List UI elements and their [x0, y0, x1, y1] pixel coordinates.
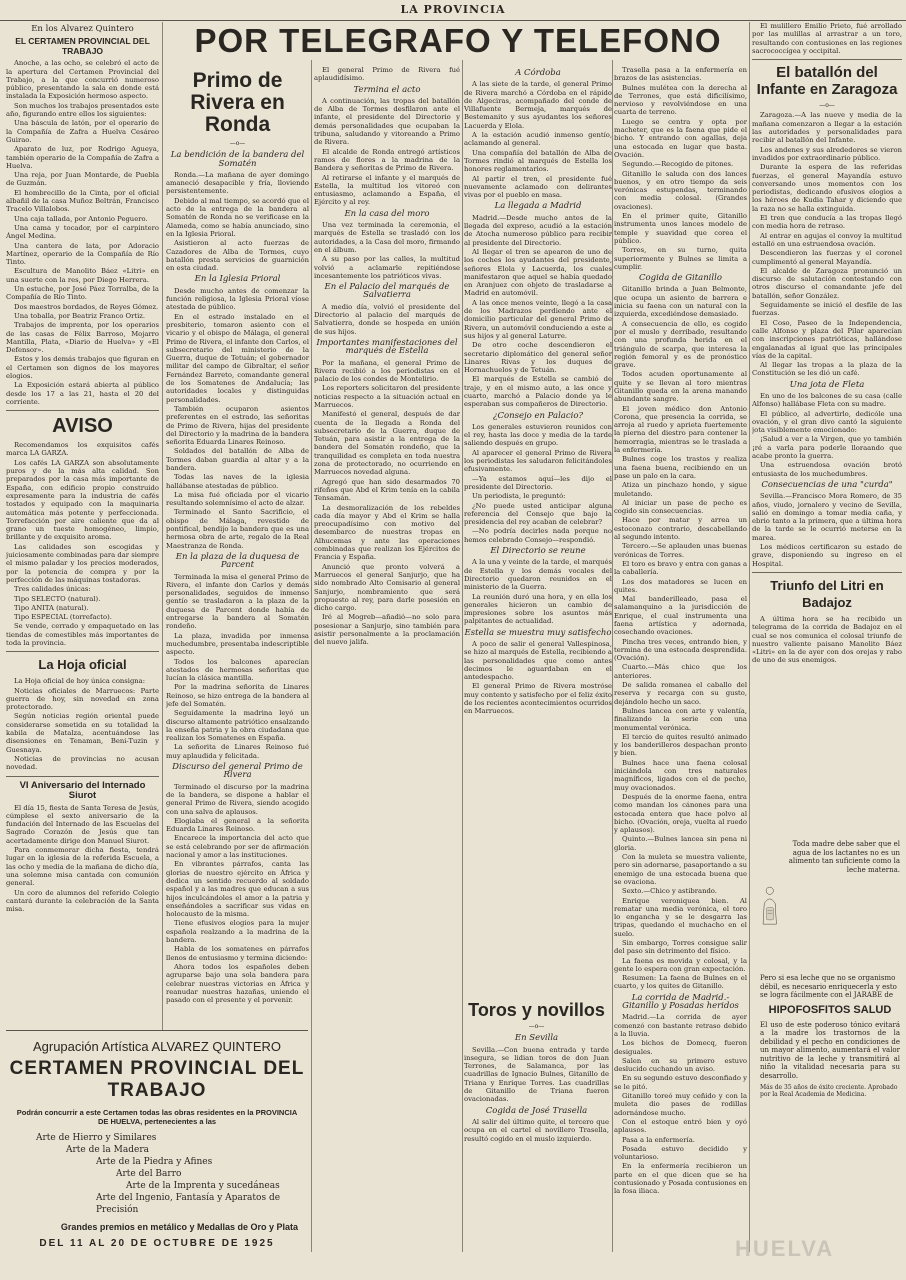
paragraph: Recomendamos los exquisitos cafés marca LA GARZA.	[6, 441, 159, 458]
separator: —o—	[229, 140, 246, 147]
paragraph: Una vez terminada la ceremonia, el marqués de Estella se trasladó con los autoridades, a la Casa del moro, firmando en el álbum.	[314, 221, 460, 254]
aviso-body	[6, 441, 159, 647]
paragraph: Mal banderilleado, pasa el salamanquino a la jurisdicción de Enrique, el cual instrumenta una faena artística y adornada, cosechando ovaciones.	[614, 595, 747, 637]
ad-conditions: Podrán concurrir a este Certamen todas las obras residentes en la PROVINCIA DE HUELVA, pertenecientes a las	[16, 1108, 298, 1126]
separator: —o—	[819, 102, 835, 110]
paragraph: Iré al Mogreb—añadió—no solo para posesionar a Sanjurjo, sino también para asistir personalmente a la proclamación del nuevo jalifa.	[314, 613, 460, 647]
paragraph: Bulnes hace una faena colosal iniciándola con tres naturales magníficos, ligados con el de pecho, muy ovacionados.	[614, 758, 747, 792]
paragraph: En el estrado instalado en el presbiterio, tomaron asiento con el vicario y el obispo de Málaga, el general Primo de Rivera, el infante don Carlos, el subsecretario del ministerio de la Guerra, duque de Tetuán; el gobernador militar del campo de Gibraltar, el señor Fernández Barreto, comandante general de los Somatenes de Andalucía; las autoridades locales y distinguidas personalidades.	[166, 312, 309, 404]
paragraph: Torres, en su turno, quita superiormente y Bulnes se limita a cumplir.	[614, 246, 747, 271]
ad-brand: HIPOFOSFITOS SALUD	[768, 1003, 892, 1016]
paragraph: Hace por matar y arrea un estoconazo contrario, descabellando al segundo intento.	[614, 516, 747, 542]
paragraph: El Coso, Paseo de la Independencia, calle Alfonso y plaza del Pilar aparecían con inscripciones patrióticas, hallándose engalanadas al igual que las principales vías de la capital.	[752, 318, 902, 360]
certamen-headline: EL CERTAMEN PROVINCIAL DEL TRABAJO	[15, 36, 150, 57]
ad-title: CERTAMEN PROVINCIAL DEL TRABAJO	[9, 1058, 305, 1101]
paragraph: En vibrantes párrafos, canta las glorias de nuestro ejército en África y dedica un sentido recuerdo al soldado español y a las madres que educan a sus hijos inculcándoles el amor a la patria y enseñándoles a sacrificar sus vidas en holocausto de la misma.	[166, 860, 309, 919]
hoja-headline: La Hoja oficial	[38, 657, 127, 673]
column-rule	[749, 22, 750, 1252]
paragraph: Al iniciar un pase de pecho es cogido sin consecuencias.	[614, 498, 747, 516]
paragraph: Noticias oficiales de Marruecos: Parte guerra de hoy, sin novedad en zona protectorado.	[6, 686, 159, 712]
subheading: Cogida de José Trasella	[485, 1105, 588, 1116]
paragraph: Todos los balcones aparecían atestados de hermosas señoritas que lucían la clásica mantilla.	[166, 657, 309, 683]
paragraph: Tipo SELECTO (natural).	[14, 594, 101, 603]
paragraph: Al aparecer el general Primo de Rivera los periodistas les saludaron felicitándoles efusivamente.	[464, 448, 612, 474]
paragraph: A la una y veinte de la tarde, el marqués de Estella y los demás vocales del Directorio quedaron reunidos en el ministerio de la Guerra.	[464, 558, 612, 592]
paragraph: Terminado el Santo Sacrificio, el obispo de Málaga, revestido de pontifical, bendijo la bandera que es una hermosa obra de arte, regalo de la Real Maestranza de Ronda.	[166, 508, 309, 550]
paragraph: Al partir el tren, el presidente fué nuevamente aclamado con delirantes vivas por el pueblo en masa.	[464, 174, 612, 200]
paragraph: Son muchos los trabajos presentados este año, figurando entre ellos los siguientes:	[6, 101, 159, 119]
paragraph: Quinto.—Bulnes lancea sin pena ni gloria.	[614, 835, 747, 852]
article-body	[614, 66, 747, 271]
paragraph: Segundo.—Recogido de pitones.	[622, 160, 734, 169]
paragraph: Encarece la importancia del acto que se está celebrando por ser de afirmación nacional y amor a las instituciones.	[166, 834, 309, 860]
paragraph: El toro es bravo y entra con ganas a la caballería.	[614, 559, 747, 577]
subheading: Cogida de Gitanillo	[639, 273, 722, 284]
paragraph: El marqués de Estella se cambió de traje, y en el mismo auto, a las once y cuarto, marchó a Palacio donde ya le esperaban sus compañeros de Directorio.	[464, 375, 612, 409]
paragraph: A última hora se ha recibido un telegrama de la corrida de Badajoz en el cual se nos comunica el colosal triunfo de nuestro valiente paisano Manolito Báez «Litri» en la de ayer con dos orejas y rabo de uno de sus enemigos.	[752, 614, 902, 665]
column-rule	[462, 22, 463, 1252]
paragraph: Se vende, cerrado y empaquetado en las tiendas de comestibles más importantes de toda la provincia.	[6, 622, 159, 647]
batallon-headline: El batallón del Infante en Zaragoza	[756, 64, 898, 99]
paragraph: Trasella pasa a la enfermería en brazos de las asistencias.	[614, 66, 747, 83]
mother-child-illustration-icon	[760, 840, 779, 970]
article-body	[464, 214, 612, 409]
paragraph: Luego se centra y opta por macheter, que es la faena que pide el bicho. Y entrando con agallas, deja una estocada en lugar que basta. Ovación.	[614, 117, 747, 159]
paragraph: Cuarto.—Más chico que los anteriores.	[614, 663, 747, 680]
paragraph: Con el estoque entró bien y oyó aplausos.	[614, 1117, 747, 1135]
ad-text-4: Más de 35 años de éxito creciente. Aprobado por la Real Academia de Medicina.	[760, 1084, 898, 1098]
column-5	[614, 66, 747, 1244]
paragraph: Gitanillo toreó muy ceñido y con la muleta dio pases de rodillas adornándose mucho.	[614, 1092, 747, 1117]
article-body	[314, 221, 460, 280]
subheading: Estella se muestra muy satisfecho	[464, 627, 612, 638]
ad-category: Arte de Hierro y Similares	[36, 1133, 157, 1143]
subheading: En el Palacio del marqués de Salvatierra	[324, 282, 450, 301]
article-body	[752, 22, 902, 55]
paragraph: Una toballa, por Beatriz Franco Ortiz.	[14, 311, 146, 320]
subheading: En la plaza de la duquesa de Parcent	[175, 551, 300, 571]
divider	[752, 59, 902, 60]
paragraph: Los cafés LA GARZA son absolutamente puros y de la más alta calidad. Son preparados por la casa más importante de España, con edificio propio construido expresamente para la industria de cafés tostados y equipado con la maquinaria automática más potente y perfeccionada. Torrefacción por aire caliente que da al grano un tueste homogéneo, limpio, brillante y de exquisito aroma.	[6, 458, 159, 542]
paragraph: A poco de salir el general Vallespinosa, se hizo al marqués de Estella, recibiendo a las personalidades que como antes decimos le aguardaban en el antedespacho.	[464, 640, 612, 682]
ad-category: Arte de la Piedra y Afines	[96, 1157, 213, 1167]
article-body	[614, 285, 747, 990]
paragraph: La faena es movida y colosal, y la gente lo espera con gran expectación.	[614, 956, 747, 973]
paragraph: Estos y los demás trabajos que figuran en el Certamen son dignos de los mayores elogios.	[6, 355, 159, 380]
paragraph: Desde mucho antes de comenzar la función religiosa, la Iglesia Prioral víose atestada de público.	[166, 286, 309, 312]
paragraph: El joven médico don Antonio Corona, que presencia la corrida, se arroja al ruedo y aprieta fuertemente la pierna del diestro para contener la hemorragia, mientras se le traslada a la enfermería.	[614, 404, 747, 455]
paragraph: Para conmemorar dicha fiesta, tendrá lugar en la iglesia de la referida Escuela, a las ocho y media de la mañana de dicho día, una solemne misa cantada con comunión general.	[6, 846, 159, 888]
paragraph: Debido al mal tiempo, se acordó que el acto de la entrega de la bandera al Somatén de Ronda no se verificase en la Alameda, como se había anunciado, sino en la Iglesia Prioral.	[166, 196, 309, 238]
paragraph: Gitanillo brinda a Juan Belmonte, que ocupa un asiento de barrera e inicia su faena con un natural con la izquierda, excediéndose demasiado.	[614, 285, 747, 319]
article-body	[464, 1046, 609, 1104]
paragraph: Seguidamente la madrina leyó un discurso altamente patriótico ensalzando la enseña patria y la obra ciudadana que realizan los Somatenes en España.	[166, 709, 309, 743]
paragraph: De otro coche descendieron el secretario diplomático del general señor Linares Rivas y los duques de Hornachuelos y de Tetuán.	[464, 341, 612, 375]
paragraph: Seguidamente se inició el desfile de las fuerzas.	[752, 301, 902, 318]
paragraph: Los andenes y sus alrededores se vieron invadidos por extraordinario público.	[752, 145, 902, 162]
paragraph: Al salir del último quite, el tercero que ocupa en el cartel el novillero Trasella, resultó cogido en el muslo izquierdo.	[464, 1117, 609, 1143]
paragraph: Tiene efusivos elogios para la mujer española realzando a la madrina de la bandera.	[166, 919, 309, 945]
article-body	[166, 783, 309, 1005]
paragraph: Descendieron las fuerzas y el coronel cumplimentó al general Mayandía.	[752, 249, 902, 266]
paragraph: Sevilla.—Con buena entrada y tarde insegura, se lidian toros de don Juan Terrones, de Salamanca, por las cuadrillas de Ignacio Bulnes, Gitanillo de Triana y Enrique Torres. Las cuadrillas de Gitanillo de Triana fueron ovacionadas.	[464, 1045, 609, 1104]
paragraph: Tipo ANITA (natural).	[14, 603, 89, 612]
paragraph: Según noticias región oriental puede considerarse sometida en su totalidad la kabila de Matalza, acentuándose las disensiones en Tenaman, Beni-Tuzin y Guesnaya.	[6, 712, 159, 754]
paragraph: Habla de los somatenes en párrafos llenos de entusiasmo y termina diciendo:	[166, 945, 309, 962]
paragraph: Posada estuvo decidido y voluntarioso.	[614, 1144, 747, 1162]
paragraph: Atiza un pinchazo hondo, y sigue muletando.	[614, 481, 747, 498]
paragraph: Tres calidades únicas:	[14, 585, 91, 594]
paragraph: —Ya estamos aquí—les dijo el presidente del Directorio.	[464, 474, 612, 491]
paragraph: Pincha tres veces, entrando bien, y termina de una estocada desprendida. (Ovación).	[614, 637, 747, 663]
article-body	[752, 392, 902, 478]
paragraph: La Hoja oficial de hoy única consigna:	[14, 677, 146, 686]
paragraph: Durante la espera de las referidas fuerzas, el general Mayandía estuvo conversando unos momentos con los periodistas, dedicando efusivos elogios a los héroes de Kudia Tahar y diciendo que la raza no se halla extinguida.	[752, 163, 902, 213]
masthead-title: LA PROVINCIA	[400, 3, 506, 16]
paragraph: A la estación acudió inmenso gentío, aclamando al general.	[464, 131, 612, 148]
paragraph: También ocuparon asientos preferentes en el estrado, las señoritas de Primo de Rivera, hijas del presidente del Directorio y la madrina de la bandera señorita Eduarda Linares Reinoso.	[166, 404, 309, 447]
paragraph: El día 15, fiesta de Santa Teresa de Jesús, cúmplese el sexto aniversario de la fundación del Internado de las Escuelas del Sagrado Corazón de Jesús que tan acertadamente dirige don Manuel Siurot.	[6, 803, 159, 845]
paragraph: —No podría decirles nada porque no hemos celebrado Consejo—respondió.	[464, 527, 612, 544]
paragraph: Una compañía del batallón de Alba de Tormes rindió al marqués de Estella los honores reglamentarios.	[464, 148, 612, 174]
paragraph: La Exposición estará abierta al público desde los 17 a las 21, hasta el 20 del corriente.	[6, 381, 159, 406]
column-rule	[612, 22, 613, 1252]
aviso-headline: AVISO	[52, 415, 113, 438]
ad-category: Arte de la Imprenta y sucedáneas	[126, 1181, 280, 1191]
paragraph: Todos acuden oportunamente al quite y se llevan al toro mientras Gitanillo queda en la arena manando abundante sangre.	[614, 370, 747, 404]
paragraph: Elogiaba el general a la señorita Eduarda Linares Reinoso.	[166, 816, 309, 834]
ad-text-3: El uso de este poderoso tónico evitará a la madre los trastornos de la debilidad y el pecho en condiciones de un mayor alimento, aumentará el valor nutritivo de la leche y transmitirá al niño la vitalidad necesaria para su desarrollo.	[760, 1020, 900, 1080]
paragraph: Los médicos certificaron su estado de grave, disponiendo su ingreso en el Hospital.	[752, 543, 902, 568]
paragraph: Madrid.—La corrida de ayer comenzó con bastante retraso debido a la lluvia.	[614, 1013, 747, 1038]
paragraph: El mulillero Emilio Prieto, fué arrollado por las mulillas al arrastrar a un toro, resultando con contusiones en las regiones sacrococcígea y occipital.	[752, 22, 902, 55]
subheading: El Directorio se reune	[490, 546, 586, 557]
paragraph: La desmoralización de los rebeldes cada día mayor y Abd el Krim se halla preocupadísimo con motivo del desembarco de nuestras tropas en Alhucemas y ante las operaciones combinadas que realizan los Ejércitos de Francia y España.	[314, 503, 460, 562]
paragraph: Una cama y tocador, por el carpintero Ángel Medina.	[6, 223, 159, 241]
paragraph: Tipo ESPECIAL (torrefacto).	[14, 613, 112, 622]
paragraph: Un coro de alumnos del referido Colegio cantará durante la celebración de la Santa misa.	[6, 888, 159, 914]
paragraph: De salida romanea el caballo del reserva y recarga con su gusto, dejándolo hecho un saco.	[614, 681, 747, 706]
paragraph: Salen en su primero estuvo deslucido cuchando un aviso.	[614, 1056, 747, 1074]
certamen-advert	[6, 1030, 308, 1251]
ronda-headline: Primo de Rivera en Ronda	[190, 69, 285, 136]
paragraph: Gitanillo le saluda con dos lances buenos, y en otro tiempo da seis verónicas estupendas, terminando con media colosal. (Grandes ovaciones).	[614, 169, 747, 211]
paragraph: Un estuche, por José Páez Torralba, de la Compañía de Río Tinto.	[6, 285, 159, 302]
separator: —o—	[528, 1023, 545, 1030]
paragraph: Los reporters solicitaron del presidente noticias respecto a la situación actual en Marruecos.	[314, 384, 460, 409]
article-body	[314, 303, 460, 336]
column-2	[166, 66, 309, 1050]
paragraph: La misa fué oficiada por el vicario resultando solemnísimo el acto de alzar.	[166, 490, 309, 508]
paragraph: Una caja tallada, por Antonio Peguero.	[14, 214, 148, 223]
article-body	[464, 640, 612, 716]
paragraph: Las calidades son escogidas y juiciosamente combinadas para dar siempre el mismo paladar y los precios moderados, por la potencia de compra y por la perfección de las máquinas tostadoras.	[6, 542, 159, 584]
paragraph: La reunión duró una hora, y en ella los generales hicieron un cambio de impresiones sobre los asuntos más palpitantes de actualidad.	[464, 592, 612, 626]
paragraph: Los dos matadores se lucen en quites.	[614, 577, 747, 594]
paragraph: A continuación, las tropas del batallón de Alba de Tormes desfilaron ante el infante, el presidente del Directorio y demás personalidades que ocupaban la tribuna, saludando y vitoreando a Primo de Rivera.	[314, 96, 460, 147]
paragraph: Trabajos de imprenta, por los operarios de las casas de Félix Barroso, Mojarro Mantilla, Plata, «Diario de Huelva» y «El Defensor».	[6, 321, 159, 355]
paragraph: La señorita de Linares Reinoso fué muy aplaudida y felicitada.	[166, 743, 309, 760]
paragraph: Sevilla.—Francisco Mora Romero, de 35 años, viudo, jornalero y vecino de Sevilla, salió en domingo a tomar media caña, y ebrio tanto a la primera, que a última hora de la tarde se le ocurrió meterse en la marea.	[752, 492, 902, 542]
ad-text-2: Pero si esa leche que no se organismo débil, es necesario enriquecerla y esto se logra fácilmente con el JARABE de	[760, 974, 897, 999]
masthead	[0, 0, 906, 21]
column-rule	[311, 22, 312, 1252]
paragraph: Zaragoza.—A las nueve y media de la mañana comenzaron a llegar a la estación las autoridades y personalidades para recibir al batallón del Infante.	[752, 111, 902, 145]
paragraph: ¿No puede usted anticipar alguna referencia del Consejo que bajo la presidencia del rey acaban de celebrar?	[464, 501, 612, 527]
paragraph: Soldados del batallón de Alba de Tormes daban guardia al altar y a la bandera.	[166, 447, 309, 472]
column-1	[6, 22, 159, 1022]
paragraph: Bulnes coge los trastos y realiza una faena buena, recibiendo en un pase un palo en la cara.	[614, 455, 747, 480]
column-rule	[162, 22, 163, 1030]
paragraph: Todas las naves de la iglesia hallábanse atestadas de público.	[166, 473, 309, 490]
article-body	[752, 111, 902, 377]
paragraph: A las once menos veinte, llegó a la casa de los Madrazos perdiendo ante el domicilio particular del general Primo de Rivera, un automóvil conduciendo a este a sus hijos y al general Laturre.	[464, 298, 612, 340]
archive-watermark: HUELVA	[735, 1236, 835, 1261]
paragraph: Sexto.—Chico y astibrando.	[622, 887, 717, 896]
subheading: ¿Consejo en Palacio?	[492, 410, 584, 421]
paragraph: Una estruendosa ovación brotó entusiasta de los muchedumbres.	[752, 461, 902, 478]
paragraph: A medio día, volvió el presidente del Directorio al palacio del marqués de Salvatierra, donde se hospeda en unión de sus hijos.	[314, 302, 460, 336]
subheading: La llegada a Madrid	[494, 201, 582, 212]
hoja-body	[6, 677, 159, 771]
paragraph: Madrid.—Desde mucho antes de la llegada del expreso, acudió a la estación de Atocha numeroso público para recibir al presidente del Directorio.	[464, 213, 612, 247]
paragraph: Terminado el discurso por la madrina de la bandera, se dispone a hablar el general Primo de Rivera, siendo acogido con una salva de aplausos.	[166, 782, 309, 816]
paragraph: Los bichos de Domecq, fueron desiguales.	[614, 1039, 747, 1056]
paragraph: El hombrecillo de la Cinta, por el oficial albañil de la casa Muñoz Beltrán, Francisco Tracelo Villalobos.	[6, 188, 159, 214]
column-3	[314, 66, 460, 1244]
section-banner: POR TELEGRAFO Y TELEFONO	[170, 22, 746, 60]
column-6	[752, 22, 902, 834]
article-body	[166, 573, 309, 761]
aniversario-body	[6, 804, 159, 914]
paragraph: El general Primo de Rivera mostróse muy contento y satisfecho por el feliz éxito de los recientes acontecimientos ocurridos en Marruecos.	[464, 682, 612, 716]
article-body	[464, 1118, 609, 1143]
paragraph: Bulnes lancea con arte y valentía, finalizando la serie con una monumental verónica.	[614, 706, 747, 732]
ad-organizer: Agrupación Artística ALVAREZ QUINTERO	[32, 1039, 282, 1054]
paragraph: Los generales estuvieron reunidos con el rey, hasta las doce y media de la tarde saliendo después en grupo.	[464, 422, 612, 448]
ad-text-1: Toda madre debe saber que el agua de los lactantes no es un alimento tan suficiente como la leche materna.	[788, 840, 900, 874]
paragraph: Terminada la misa el general Primo de Rivera, el infante don Carlos y demás personalidades, seguidos de inmenso gentío se trasladaron a la plaza de la duquesa de Parcent donde había de entregarse la bandera al Somatén rondeño.	[166, 572, 309, 631]
paragraph: En el primer quite, Gitanillo instrumenta unos lances modelo de temple y suavidad que corea el público.	[614, 212, 747, 245]
paragraph: En la enfermería recibieron un parte en el que dicen que se ha contusionado y Posada contusiones en la fosa iliaca.	[614, 1162, 747, 1196]
paragraph: Un periodista, le preguntó:	[472, 492, 566, 501]
paragraph: Al llegar el tren se apearon de uno de los coches los ayudantes del presidente, señores Elola y Lacuerda, los cuales manifestaron que aquel se había quedado en Aranjuez con objeto de trasladarse a Madrid en automóvil.	[464, 247, 612, 298]
article-body	[314, 359, 460, 647]
ad-dates: DEL 11 AL 20 DE OCTUBRE DE 1925	[39, 1238, 275, 1249]
paragraph: Al retirarse el infante y el marqués de Estella, la multitud los vitoreó con entusiasmo, aclamando a España, el Ejército y al rey.	[314, 173, 460, 207]
paragraph: Dos maestros bordados, de Reyes Gómez.	[14, 302, 159, 311]
ad-prizes: Grandes premios en metálico y Medallas de Oro y Plata	[60, 1222, 298, 1232]
paragraph: Ronda.—La mañana de ayer domingo amaneció desapacible y fría, lloviendo persistentemente.	[166, 170, 309, 196]
paragraph: A su paso por las calles, la multitud volvió a aclamarle repitiéndose incesantemente los patrióticos vivas.	[314, 255, 460, 280]
divider	[6, 651, 159, 652]
article-body	[166, 287, 309, 550]
paragraph: Una báscula de latón, por el operario de la Compañía de Zafra a Huelva Cesáreo Guirao.	[6, 119, 159, 144]
article-body	[464, 558, 612, 625]
paragraph: Por la madrina señorita de Linares Reinoso, se hizo entrega de la bandera al jefe del Somatén.	[166, 683, 309, 708]
paragraph: Anunció que pronto volverá a Marruecos el general Sanjurjo, que ha sido nombrado Alto Comisario al general Sanjurjo, nombramiento que será propuesto al rey, para darle posesión en dicho cargo.	[314, 562, 460, 613]
paragraph: Al llegar las tropas a la plaza de la Constitución se les dió un café.	[752, 361, 902, 378]
divider	[6, 410, 159, 411]
hipofosfitos-advert	[760, 840, 900, 1240]
paragraph: Por la mañana, el general Primo de Rivera recibió a los periodistas en el palacio de los condes de Montelirio.	[314, 358, 460, 384]
divider	[6, 776, 159, 777]
paragraph: El alcalde de Zaragoza pronunció un discurso de salutación contestando con otros discurso el comandante jefe del batallón, señor González.	[752, 266, 902, 300]
ad-category: Arte de la Madera	[66, 1145, 149, 1155]
subheading: La bendición de la bandera del Somatén	[170, 150, 305, 169]
paragraph: El público, al advertirlo, dedicóle una ovación, y el gran divo cantó la siguiente jota visiblemente emocionado:	[752, 409, 902, 435]
paragraph: El tren que conducía a las tropas llegó con media hora de retraso.	[752, 214, 902, 231]
paragraph: La plaza, invadida por inmensa muchedumbre, presentaba indescriptible aspecto.	[166, 631, 309, 657]
ad-category: Arte del Ingenio, Fantasía y Aparatos de Precisión	[96, 1193, 281, 1215]
paragraph: El tercio de quites resultó animado y los banderilleros despachan pronto y bien.	[614, 732, 747, 758]
column-4	[464, 66, 612, 994]
paragraph: Manifestó el general, después de dar cuenta de la llegada a Ronda del subsecretario de la Guerra, duque de Tetuán, para asistir a la entrega de la bandera del Somatén rondeño, que la tranquilidad es completa en toda nuestra zona de protectorado, no ocurriendo en Marruecos novedad alguna.	[314, 410, 460, 477]
subheading: Una jota de Fleta	[789, 379, 865, 390]
article-body	[752, 615, 902, 665]
paragraph: Enrique veroniquea bien. Al rematar una media verónica, el toro lo engancha y se le desgarra las tripas, quedando el muchacho en el suelo.	[614, 896, 747, 938]
paragraph: A las siete de la tarde, el general Primo de Rivera marchó a Córdoba en el rápido de Algeciras, acompañado del conde de Villafuente Bermeja, marqués de Bestemanito y sus ayudantes los señores Lacuerda y Elola.	[464, 80, 612, 130]
paragraph: Aparato de luz, por Rodrigo Agueya, también operario de la Compañía de Zafra a Huelva.	[6, 145, 159, 170]
subheading: En la Iglesia Prioral	[194, 274, 281, 285]
ad-category: Arte del Barro	[116, 1169, 182, 1179]
toros-headline: Toros y novillos	[468, 1000, 605, 1020]
litri-headline: Triunfo del Litri en Badajoz	[770, 577, 884, 610]
subheading: Termina el acto	[353, 84, 421, 95]
subheading: Consecuencias de una "curda"	[761, 479, 893, 490]
paragraph: En uno de los balcones de su casa (calle Alfonso) hallábase Fleta con su madre.	[752, 391, 902, 409]
paragraph: Una cantera de lata, por Adoracio Martínez, operario de la Compañía de Río Tinto.	[6, 241, 159, 267]
paragraph: El alcalde de Ronda entregó artísticos ramos de flores a la madrina de la Bandera y señoritas de Primo de Rivera.	[314, 147, 460, 173]
paragraph: Escultura de Manolito Báez «Litri» en una suerte con la res, por Diego Herrera.	[6, 267, 159, 284]
paragraph: Con la muleta se muestra valiente, pero sin adornarse, pasaportando a su enemigo de una estocada buena que se ovaciona.	[614, 853, 747, 886]
paragraph: Anoche, a las ocho, se celebró el acto de la apertura del Certamen Provincial del Trabajo, a la que concurrió numeroso público, presentando la sala en donde está instalada la Exposición hermoso aspecto.	[6, 59, 159, 101]
subheading: En la casa del moro	[344, 208, 430, 219]
divider	[752, 572, 902, 573]
paragraph: Resumen: La faena de Bulnes en el cuarto, y los quites de Gitanillo.	[614, 974, 747, 991]
paragraph: En su segundo estuvo desconfiado y se le pitó.	[614, 1074, 747, 1091]
article-body	[314, 66, 460, 83]
article-body	[314, 97, 460, 207]
article-body	[614, 1013, 747, 1195]
paragraph: Después de la enorme faena, entra como mandan los cánones para una estocada entera que hace polvo al bicho. (Ovación, oreja, vuelta al ruedo y aplausos).	[614, 792, 747, 835]
paragraph: Pasa a la enfermería.	[622, 1135, 695, 1144]
paragraph: Sin embargo, Torres consigue salir del paso sin detrimento del físico.	[614, 938, 747, 956]
aniversario-headline: VI Aniversario del Internado Siurot	[19, 779, 146, 801]
paragraph: Asistieron al acto fuerzas de Cazadores de Alba de Tormes, cuyo batallón presta servicios de guarnición en esta ciudad.	[166, 239, 309, 273]
article-body	[166, 171, 309, 273]
paragraph: Agregó que han sido desarmados 70 rifeños que Abd el Krim tenía en la cabila Tensamán.	[314, 477, 460, 503]
subheading: A Córdoba	[515, 68, 561, 78]
subheading: Importantes manifestaciones del marqués de Estella	[316, 337, 458, 357]
paragraph: Tercero.—Se aplauden unas buenas verónicas de Torres.	[614, 542, 747, 559]
toros-article	[464, 998, 609, 1244]
article-body	[752, 492, 902, 568]
paragraph: El general Primo de Rivera fué aplaudidísimo.	[314, 66, 460, 83]
article-body	[464, 423, 612, 544]
paragraph: Bulnes mulétea con la derecha al de Terrones, que está dificilísimo, nervioso y revolviéndose en una cuarta de terreno.	[614, 83, 747, 117]
subheading: Discurso del general Primo de Rivera	[172, 762, 303, 781]
paragraph: A consecuencia de ello, es cogido por el muslo y derribado, resultando con una profunda herida en el triángulo de scarpa, que interesa la región femoral y es de pronóstico grave.	[614, 319, 747, 370]
paragraph: ¡Salud a ver a la Virgen, que yo también ¡ré a varla para poderle lloraando que acabe pronto la guerra.	[752, 435, 902, 461]
article-body	[464, 80, 612, 199]
kicker: En los Alvarez Quintero	[31, 24, 134, 34]
paragraph: Una reja, por Juan Montarde, de Puebla de Guzmán.	[6, 171, 159, 188]
paragraph: Ahora todos los españoles deben agruparse bajo una sola bandera para celebrar nuestras victorias en África y reanudar nuestras hazañas, uniendo el pasado con el presente y el porvenir.	[166, 962, 309, 1005]
paragraph: Al entrar en agujas el convoy la multitud estalló en una estruendosa ovación.	[752, 231, 902, 248]
subheading: La corrida de Madrid.-Gitanillo y Posadas heridos	[622, 992, 739, 1012]
certamen-body	[6, 59, 159, 406]
paragraph: Noticias de provincias no acusan novedad.	[6, 754, 159, 772]
subheading: En Sevilla	[514, 1033, 559, 1044]
